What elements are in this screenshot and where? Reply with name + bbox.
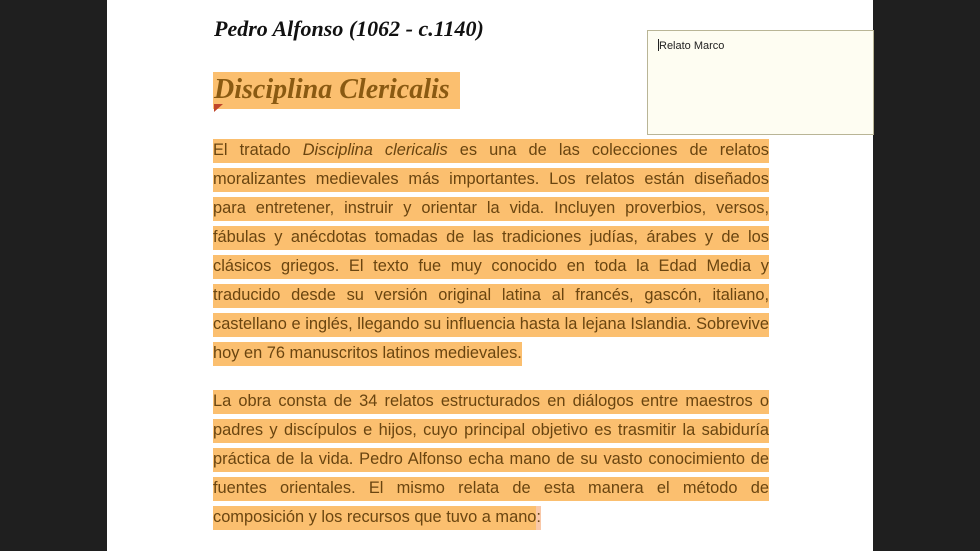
paragraph-2-highlight: La obra consta de 34 relatos estructurados en diálogos entre maestros o padres y discípulos e hijos, cuyo principal objetivo es trasmitir la sabiduría práctica de la vida. Pedro Alfonso echa mano de su vasto conocimiento de fuentes orientales. El mismo relata de esta manera el método de composición y los recursos que tuvo a mano [213, 390, 769, 530]
author-heading: Pedro Alfonso (1062 - c.1140) [214, 16, 484, 41]
paragraph-2[interactable] [213, 387, 769, 532]
paragraph-1-lead: El tratado [213, 141, 303, 159]
comment-box[interactable] [647, 30, 874, 135]
paragraph-1-italic-title: Disciplina clericalis [302, 141, 448, 159]
paragraph-1-highlight [213, 139, 769, 366]
title-wrapper [213, 72, 460, 109]
document-title[interactable]: Disciplina Clericalis [213, 72, 460, 109]
comment-text[interactable]: Relato Marco [659, 40, 725, 52]
comment-marker-icon[interactable] [214, 104, 223, 112]
paragraph-1-rest: es una de las colecciones de relatos moralizantes medievales más importantes. Los relatos están diseñados para entretener, instruir y orientar la vida. Incluyen proverbios, versos, fábulas y anécdotas tomadas de las tradiciones judías, árabes y de los clásicos griegos. El texto fue muy conocido en toda la Edad Media y traducido desde su versión original latina al francés, gascón, italiano, castellano e inglés, llegando su influencia hasta la lejana Islandia. Sobrevive hoy en 76 manuscritos latinos medievales. [213, 141, 769, 362]
paragraph-1[interactable] [213, 136, 769, 368]
paragraph-2-end-highlight: : [536, 506, 541, 530]
